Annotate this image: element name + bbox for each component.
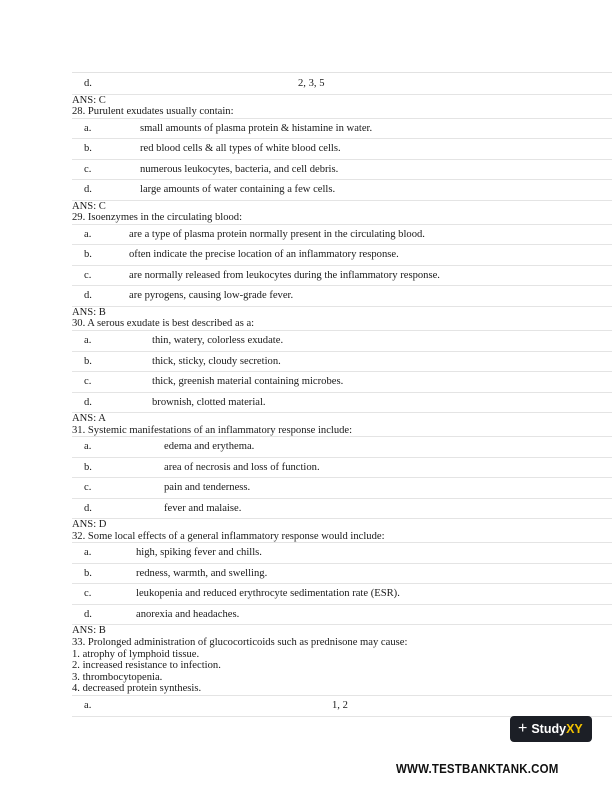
website-url: WWW.TESTBANKTANK.COM xyxy=(396,762,559,776)
question-stem: 29. Isoenzymes in the circulating blood: xyxy=(72,212,243,224)
q33-option-a xyxy=(72,695,612,717)
option-row xyxy=(72,605,612,626)
document-body xyxy=(72,74,612,717)
option-row xyxy=(72,286,612,307)
option-row xyxy=(72,160,612,181)
answer-key: ANS: B xyxy=(72,625,106,637)
answer-key: ANS: C xyxy=(72,94,106,106)
q33-item-4: 4. decreased protein synthesis. xyxy=(72,683,202,695)
option-row xyxy=(72,139,612,160)
option-letter: d. xyxy=(84,78,92,89)
option-text: redness, warmth, and swelling. xyxy=(136,567,268,579)
option-row xyxy=(72,436,612,458)
option-row xyxy=(72,584,612,605)
option-text: area of necrosis and loss of function. xyxy=(164,461,320,473)
question-stem: 31. Systemic manifestations of an inflammatory response include: xyxy=(72,424,353,436)
option-text: high, spiking fever and chills. xyxy=(136,547,262,559)
option-text: red blood cells & all types of white blood cells. xyxy=(140,143,341,155)
question-32 xyxy=(72,531,612,637)
option-text: pain and tenderness. xyxy=(164,482,251,494)
q33-item-1: 1. atrophy of lymphoid tissue. xyxy=(72,648,200,660)
option-text: often indicate the precise location of an inflammatory response. xyxy=(129,249,399,261)
option-text: numerous leukocytes, bacteria, and cell debris. xyxy=(140,163,339,175)
question-stem: 33. Prolonged administration of glucocorticoids such as prednisone may cause: xyxy=(72,637,408,649)
option-letter: d. xyxy=(84,608,92,620)
option-text: large amounts of water containing a few cells. xyxy=(140,184,336,196)
option-letter: b. xyxy=(84,461,92,473)
question-stem: 28. Purulent exudates usually contain: xyxy=(72,106,234,118)
question-28 xyxy=(72,106,612,212)
option-letter: d. xyxy=(84,502,92,514)
studyxy-logo xyxy=(510,716,592,742)
answer-key: ANS: A xyxy=(72,413,106,425)
option-letter: a. xyxy=(84,335,92,347)
logo-xy: XY xyxy=(566,722,583,736)
option-row xyxy=(72,393,612,414)
top-rule xyxy=(72,72,612,73)
continued-option-d xyxy=(72,74,612,95)
q33-item-3: 3. thrombocytopenia. xyxy=(72,671,163,683)
option-row xyxy=(72,245,612,266)
q33-item-2: 2. increased resistance to infection. xyxy=(72,660,221,672)
option-text: edema and erythema. xyxy=(164,441,255,453)
option-row xyxy=(72,478,612,499)
answer-key: ANS: B xyxy=(72,306,106,318)
option-letter: a. xyxy=(84,122,92,134)
option-letter: a. xyxy=(84,441,92,453)
option-text: 1, 2 xyxy=(332,700,348,711)
option-letter: b. xyxy=(84,355,92,367)
option-text: thin, watery, colorless exudate. xyxy=(152,335,284,347)
option-row xyxy=(72,458,612,479)
option-letter: d. xyxy=(84,396,92,408)
option-row xyxy=(72,118,612,140)
option-letter: c. xyxy=(84,269,92,281)
option-text: 2, 3, 5 xyxy=(298,78,325,89)
question-stem: 30. A serous exudate is best described as a: xyxy=(72,318,255,330)
option-letter: d. xyxy=(84,290,92,302)
option-row xyxy=(72,352,612,373)
option-letter: c. xyxy=(84,588,92,600)
option-row xyxy=(72,542,612,564)
option-text: leukopenia and reduced erythrocyte sedimentation rate (ESR). xyxy=(136,588,400,600)
question-29 xyxy=(72,212,612,318)
option-letter: a. xyxy=(84,547,92,559)
option-text: fever and malaise. xyxy=(164,502,242,514)
plus-icon: + xyxy=(518,720,528,737)
question-31 xyxy=(72,425,612,531)
option-letter: c. xyxy=(84,376,92,388)
option-text: thick, greenish material containing microbes. xyxy=(152,376,344,388)
option-row xyxy=(72,330,612,352)
option-text: are a type of plasma protein normally present in the circulating blood. xyxy=(129,228,425,240)
option-letter: b. xyxy=(84,249,92,261)
option-letter: b. xyxy=(84,567,92,579)
question-30 xyxy=(72,318,612,424)
logo-study: Study xyxy=(531,722,567,736)
option-text: are normally released from leukocytes during the inflammatory response. xyxy=(129,269,440,281)
option-letter: d. xyxy=(84,184,92,196)
option-text: anorexia and headaches. xyxy=(136,608,240,620)
option-text: thick, sticky, cloudy secretion. xyxy=(152,355,281,367)
option-row xyxy=(72,564,612,585)
question-stem: 32. Some local effects of a general inflammatory response would include: xyxy=(72,530,385,542)
option-letter: a. xyxy=(84,700,92,711)
option-row xyxy=(72,499,612,520)
option-letter: c. xyxy=(84,163,92,175)
option-row xyxy=(72,372,612,393)
option-text: brownish, clotted material. xyxy=(152,396,266,408)
question-33 xyxy=(72,637,612,716)
option-letter: c. xyxy=(84,482,92,494)
option-text: small amounts of plasma protein & histamine in water. xyxy=(140,122,373,134)
answer-key: ANS: D xyxy=(72,519,107,531)
option-row xyxy=(72,180,612,201)
option-text: are pyrogens, causing low-grade fever. xyxy=(129,290,294,302)
option-row xyxy=(72,224,612,246)
option-row xyxy=(72,266,612,287)
option-letter: b. xyxy=(84,143,92,155)
option-letter: a. xyxy=(84,228,92,240)
answer-key: ANS: C xyxy=(72,200,106,212)
